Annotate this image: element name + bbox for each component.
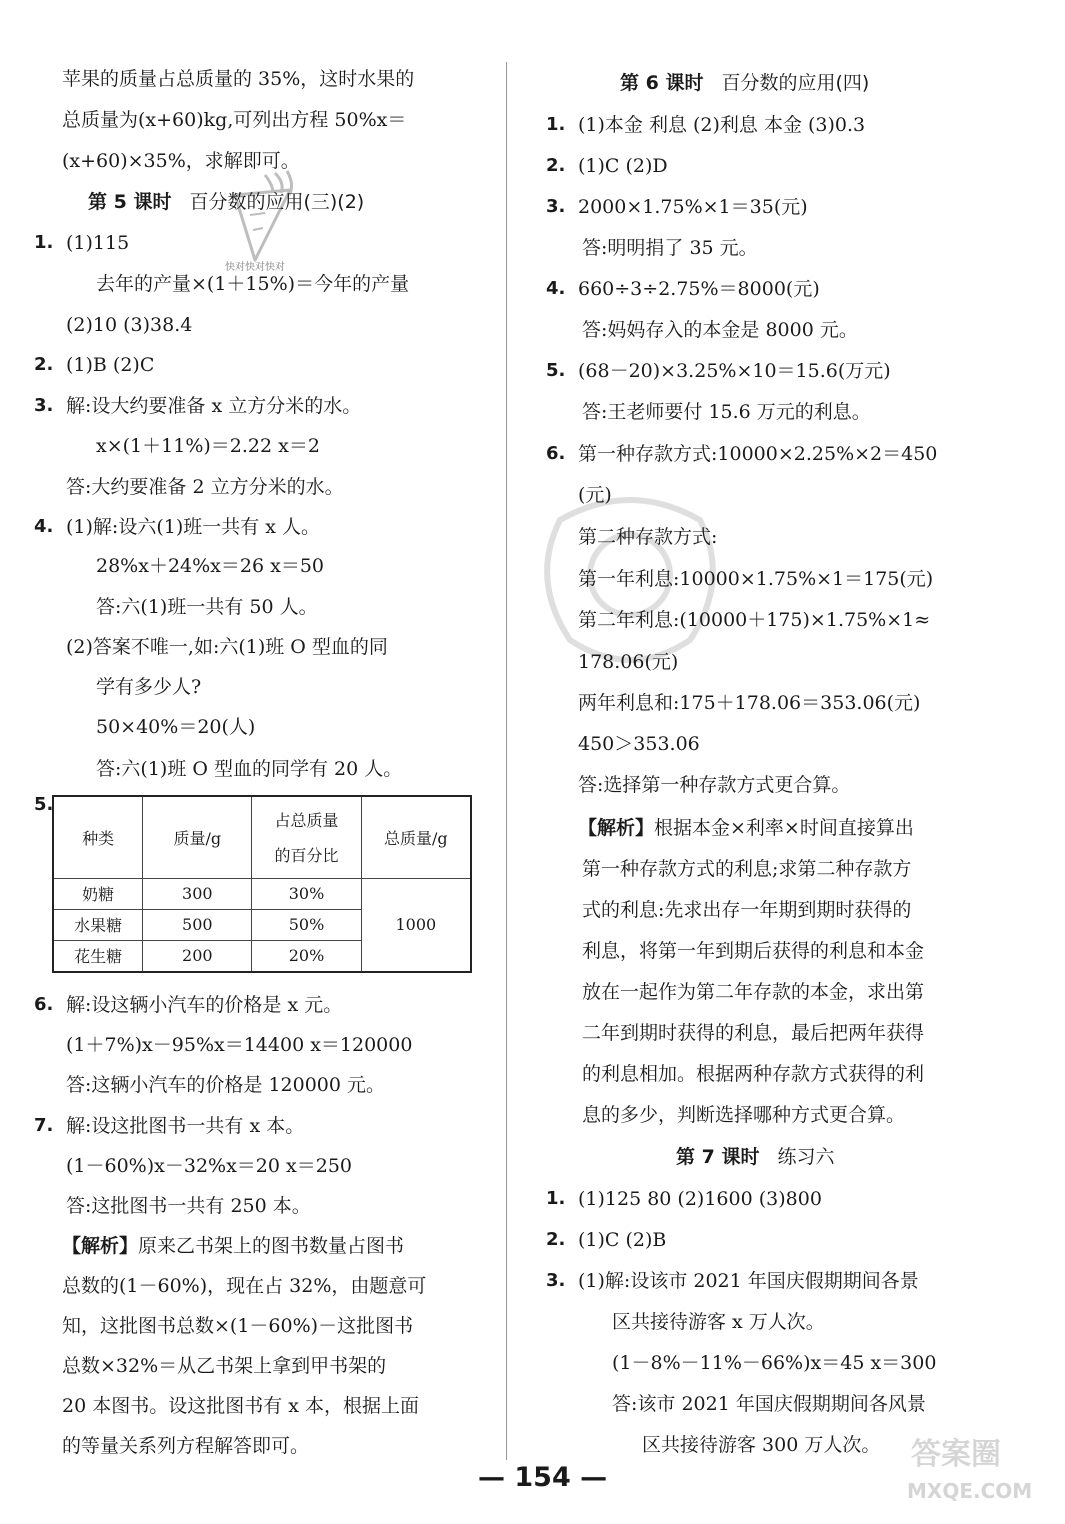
analysis-line: 放在一起作为第二年存款的本金，求出第 [582, 981, 925, 1003]
stamp-text: 快对快对快对 [225, 262, 285, 273]
watermark-site: MXQE.COM [907, 1479, 1033, 1503]
analysis-text: 根据本金×利率×时间直接算出 [654, 817, 914, 839]
answer-line: 50×40%＝20(人) [96, 716, 256, 738]
table-header-cell [252, 796, 361, 878]
question-number: 5. [546, 360, 566, 381]
answer-line: 区共接待游客 300 万人次。 [642, 1434, 881, 1456]
analysis-line: 利息，将第一年到期后获得的利息和本金 [582, 940, 925, 962]
analysis-tag: 【解析】 [62, 1235, 139, 1257]
lesson-6-heading [620, 70, 869, 96]
answer-line: 第二年利息:(10000＋175)×1.75%×1≈ [578, 609, 931, 631]
question-number: 4. [34, 516, 54, 537]
table-cell: 花生糖 [53, 940, 143, 972]
answer-line: 第二种存款方式: [578, 526, 718, 548]
analysis-tag: 【解析】 [578, 817, 655, 839]
question-number: 2. [546, 155, 566, 176]
answer-line: 答:大约要准备 2 立方分米的水。 [66, 476, 344, 498]
answer-line: 答:六(1)班 O 型血的同学有 20 人。 [96, 758, 403, 780]
analysis-line: 息的多少，判断选择哪种方式更合算。 [582, 1104, 906, 1126]
analysis-line: 第一种存款方式的利息;求第二种存款方 [582, 858, 912, 880]
answer-line: (2)答案不唯一,如:六(1)班 O 型血的同 [66, 636, 388, 658]
question-number: 5. [34, 794, 54, 815]
analysis-line: 二年到期时获得的利息，最后把两年获得 [582, 1022, 925, 1044]
question-number: 3. [546, 196, 566, 217]
answer-line: 第一种存款方式:10000×2.25%×2＝450 [578, 443, 938, 465]
table-cell: 200 [143, 940, 252, 972]
lesson-title: 第 7 课时 [676, 1146, 760, 1168]
header-line: 占总质量 [274, 811, 339, 831]
answer-line: (1－60%)x－32%x＝20 x＝250 [66, 1155, 353, 1177]
answer-line: (1)解:设六(1)班一共有 x 人。 [66, 516, 321, 538]
question-number: 7. [34, 1115, 54, 1136]
answer-line: 解:设这辆小汽车的价格是 x 元。 [66, 994, 343, 1016]
answer-line: (1)解:设该市 2021 年国庆假期期间各景 [578, 1270, 919, 1292]
answer-line: 答:明明捐了 35 元。 [582, 237, 758, 259]
answer-line: (68－20)×3.25%×10＝15.6(万元) [578, 360, 891, 382]
lesson-title: 第 5 课时 [88, 191, 172, 213]
analysis-line: 20 本图书。设这批图书有 x 本，根据上面 [62, 1395, 420, 1417]
lesson-subtitle: 百分数的应用(四) [721, 72, 870, 94]
analysis-line [62, 1233, 404, 1259]
answer-line: 450＞353.06 [578, 733, 700, 755]
watermark-logo-icon [903, 1428, 1053, 1506]
answer-line: 学有多少人? [96, 676, 202, 698]
question-number: 2. [546, 1229, 566, 1250]
question-number: 1. [34, 232, 54, 253]
answer-line: 2000×1.75%×1＝35(元) [578, 196, 808, 218]
answer-line: (2)10 (3)38.4 [66, 314, 193, 336]
table-cell: 50% [252, 909, 361, 940]
table-cell-total: 1000 [361, 878, 471, 972]
watermark-brand: 答案圈 [911, 1437, 1001, 1472]
lesson-subtitle: 百分数的应用(三)(2) [189, 191, 365, 213]
intro-line: (x+60)×35%，求解即可。 [62, 150, 300, 172]
answer-line: 两年利息和:175＋178.06＝353.06(元) [578, 692, 921, 714]
lesson-5-heading [88, 189, 364, 215]
analysis-line: 的等量关系列方程解答即可。 [62, 1435, 310, 1457]
answer-line: 区共接待游客 x 万人次。 [612, 1311, 825, 1333]
question-number: 1. [546, 1188, 566, 1209]
header-line: 的百分比 [274, 846, 339, 866]
question-number: 2. [34, 354, 54, 375]
analysis-line [578, 815, 914, 841]
table-header-cell: 种类 [53, 796, 143, 878]
answer-line: 答:王老师要付 15.6 万元的利息。 [582, 401, 871, 423]
question-number: 4. [546, 278, 566, 299]
answer-line: (1)本金 利息 (2)利息 本金 (3)0.3 [578, 114, 866, 136]
analysis-line: 总数×32%＝从乙书架上拿到甲书架的 [62, 1355, 387, 1377]
lesson-7-heading [676, 1144, 834, 1170]
column-divider [506, 62, 507, 1460]
table-cell: 500 [143, 909, 252, 940]
answer-line: 答:选择第一种存款方式更合算。 [578, 774, 851, 796]
answer-line: (1)C (2)B [578, 1229, 667, 1251]
answer-line: (1)115 [66, 232, 130, 254]
answer-line: 660÷3÷2.75%＝8000(元) [578, 278, 820, 300]
question-number: 6. [34, 994, 54, 1015]
answer-line: (1＋7%)x－95%x＝14400 x＝120000 [66, 1034, 413, 1056]
question-number: 1. [546, 114, 566, 135]
table-header-row [53, 796, 471, 878]
analysis-line: 的利息相加。根据两种存款方式获得的利 [582, 1063, 925, 1085]
analysis-text: 原来乙书架上的图书数量占图书 [138, 1235, 405, 1257]
lesson-subtitle: 练习六 [777, 1146, 835, 1168]
lesson-title: 第 6 课时 [620, 72, 704, 94]
answer-line: (1)B (2)C [66, 354, 155, 376]
table-cell: 奶糖 [53, 878, 143, 909]
page-number: — 154 — [478, 1462, 608, 1493]
analysis-line: 知，这批图书总数×(1－60%)－这批图书 [62, 1315, 414, 1337]
answer-line: (元) [578, 484, 612, 506]
answer-line: (1－8%－11%－66%)x＝45 x＝300 [612, 1352, 937, 1374]
table-row [53, 878, 471, 909]
table-header-cell: 质量/g [143, 796, 252, 878]
question-number: 3. [34, 395, 54, 416]
table-cell: 30% [252, 878, 361, 909]
question-number: 3. [546, 1270, 566, 1291]
answer-line: (1)C (2)D [578, 155, 668, 177]
answer-line: 答:妈妈存入的本金是 8000 元。 [582, 319, 858, 341]
answer-line: 178.06(元) [578, 651, 679, 673]
answer-line: 28%x＋24%x＝26 x＝50 [96, 555, 325, 577]
analysis-line: 式的利息:先求出存一年期到期时获得的 [582, 899, 912, 921]
table-cell: 300 [143, 878, 252, 909]
analysis-line: 总数的(1－60%)，现在占 32%，由题意可 [62, 1275, 427, 1297]
answer-line: 解:设大约要准备 x 立方分米的水。 [66, 395, 362, 417]
answer-line: 答:这辆小汽车的价格是 120000 元。 [66, 1074, 386, 1096]
answer-line: x×(1＋11%)＝2.22 x＝2 [96, 435, 320, 457]
answer-line: (1)125 80 (2)1600 (3)800 [578, 1188, 822, 1210]
answer-line: 答:该市 2021 年国庆假期期间各风景 [612, 1393, 926, 1415]
answer-line: 解:设这批图书一共有 x 本。 [66, 1115, 305, 1137]
table-header-cell: 总质量/g [361, 796, 471, 878]
answer-line: 第一年利息:10000×1.75%×1＝175(元) [578, 568, 934, 590]
answer-line: 答:这批图书一共有 250 本。 [66, 1195, 311, 1217]
answer-line: 去年的产量×(1＋15%)＝今年的产量 [96, 273, 410, 295]
candy-table [52, 795, 472, 973]
question-number: 6. [546, 443, 566, 464]
table-cell: 水果糖 [53, 909, 143, 940]
table-cell: 20% [252, 940, 361, 972]
intro-line: 苹果的质量占总质量的 35%，这时水果的 [62, 68, 415, 90]
answer-line: 答:六(1)班一共有 50 人。 [96, 596, 318, 618]
intro-line: 总质量为(x+60)kg,可列出方程 50%x＝ [62, 109, 407, 131]
